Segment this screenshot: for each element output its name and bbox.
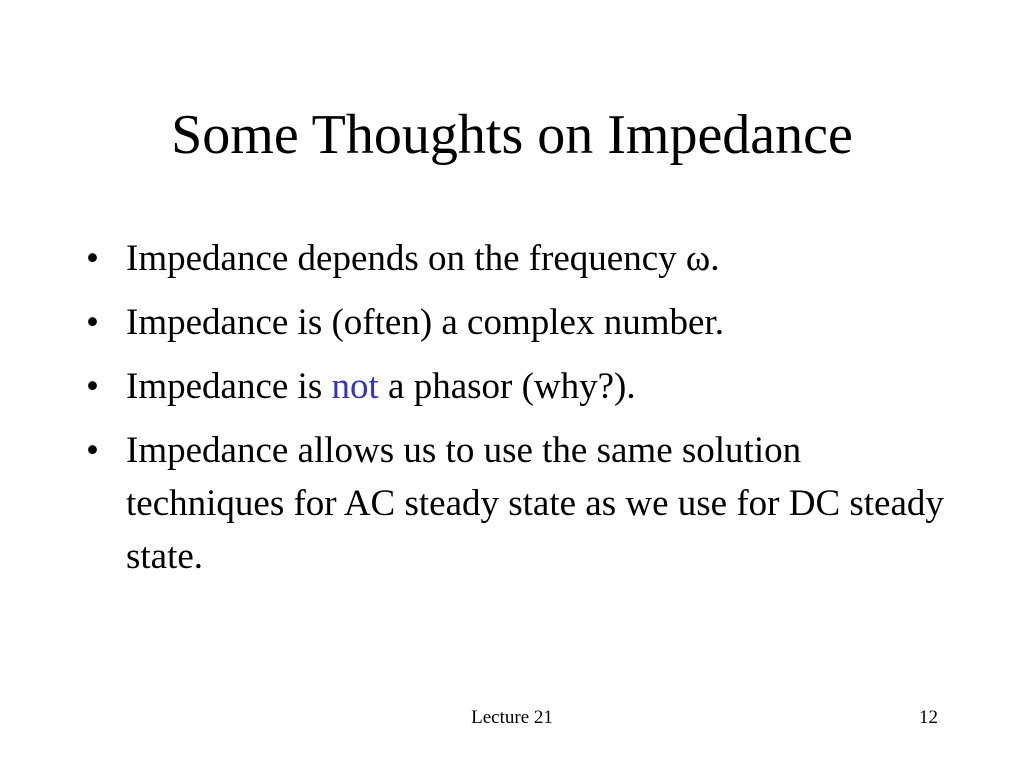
bullet-marker: •: [86, 430, 99, 471]
bullet-marker: •: [86, 366, 99, 407]
bullet-text: Impedance depends on the frequency ω.: [126, 238, 720, 279]
bullet-text: Impedance is (often) a complex number.: [126, 302, 724, 343]
bullet-marker: •: [86, 302, 99, 343]
bullet-list: [86, 232, 946, 594]
bullet-item-not-phasor: [86, 360, 946, 413]
footer-lecture-label: Lecture 21: [471, 707, 553, 728]
bullet-item-frequency: [86, 232, 946, 285]
bullet-item-solution-techniques: [86, 424, 946, 583]
page-number: 12: [919, 707, 938, 728]
bullet-text-after: a phasor (why?).: [378, 366, 636, 407]
bullet-text-before: Impedance is: [126, 366, 332, 407]
bullet-marker: •: [86, 238, 99, 279]
slide-title: Some Thoughts on Impedance: [171, 104, 853, 166]
bullet-text: Impedance allows us to use the same solution techniques for AC steady state as we use for DC steady state.: [126, 430, 944, 577]
highlighted-word: not: [331, 366, 379, 407]
bullet-item-complex-number: [86, 296, 946, 349]
